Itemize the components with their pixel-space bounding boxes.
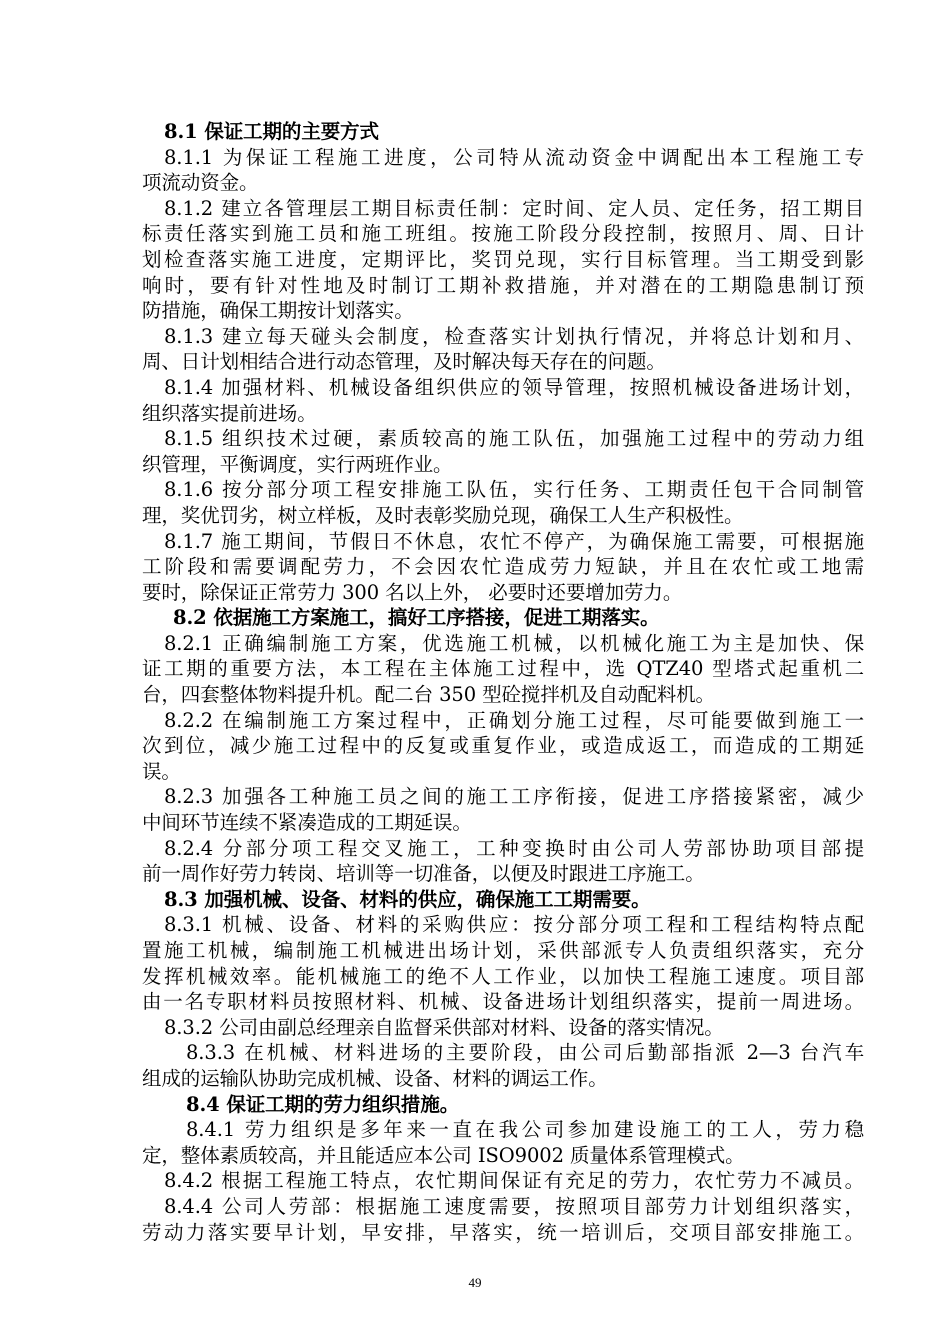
text-line: 8.1.5 组织技术过硬，素质较高的施工队伍，加强施工过程中的劳动力组	[164, 427, 864, 451]
text-line: 8.3.1 机械、设备、材料的采购供应：按分部分项工程和工程结构特点配	[164, 913, 864, 937]
section-heading: 8.4 保证工期的劳力组织措施。	[186, 1092, 460, 1116]
text-line: 8.1.3 建立每天碰头会制度，检查落实计划执行情况，并将总计划和月、	[164, 324, 864, 348]
text-line: 理，奖优罚劣，树立样板，及时表彰奖励兑现，确保工人生产积极性。	[142, 503, 744, 527]
document-body	[142, 119, 864, 1245]
text-line: 防措施，确保工期按计划落实。	[142, 299, 414, 323]
text-line: 组织落实提前进场。	[142, 401, 317, 425]
text-line: 8.2.4 分部分项工程交叉施工，工种变换时由公司人劳部协助项目部提	[164, 836, 864, 860]
page-number: 49	[468, 1275, 482, 1290]
text-line: 台，四套整体物料提升机。配二台 350 型砼搅拌机及自动配料机。	[142, 683, 715, 707]
text-line: 织管理，平衡调度，实行两班作业。	[142, 452, 453, 476]
text-line: 工阶段和需要调配劳力，不会因农忙造成劳力短缺，并且在农忙或工地需	[142, 555, 864, 579]
text-line: 次到位，减少施工过程中的反复或重复作业，或造成返工，而造成的工期延	[142, 734, 864, 758]
text-line: 劳动力落实要早计划，早安排，早落实，统一培训后，交项目部安排施工。	[142, 1220, 864, 1244]
text-line: 8.2.1 正确编制施工方案，优选施工机械，以机械化施工为主是加快、保	[164, 631, 864, 655]
text-line: 证工期的重要方法，本工程在主体施工过程中，选 QTZ40 型塔式起重机二	[142, 657, 864, 681]
text-line: 8.1.7 施工期间，节假日不休息，农忙不停产，为确保施工需要，可根据施	[164, 529, 864, 553]
text-line: 8.1.6 按分部分项工程安排施工队伍，实行任务、工期责任包干合同制管	[164, 478, 864, 502]
text-line: 8.4.4 公司人劳部：根据施工速度需要，按照项目部劳力计划组织落实，	[164, 1194, 864, 1218]
text-line: 8.4.2 根据工程施工特点，农忙期间保证有充足的劳力，农忙劳力不减员。	[164, 1169, 864, 1193]
text-line: 要时，除保证正常劳力 300 名以上外， 必要时还要增加劳力。	[142, 580, 683, 604]
text-line: 中间环节连续不紧凑造成的工期延误。	[142, 811, 472, 835]
text-line: 8.3.2 公司由副总经理亲自监督采供部对材料、设备的落实情况。	[164, 1015, 724, 1039]
text-line: 8.2.2 在编制施工方案过程中，正确划分施工过程，尽可能要做到施工一	[164, 708, 864, 732]
text-line: 8.1.4 加强材料、机械设备组织供应的领导管理，按照机械设备进场计划，	[164, 375, 864, 399]
text-line: 周、日计划相结合进行动态管理，及时解决每天存在的问题。	[142, 350, 666, 374]
section-heading: 8.3 加强机械、设备、材料的供应，确保施工工期需要。	[164, 887, 651, 911]
section-heading: 8.1 保证工期的主要方式	[164, 120, 379, 143]
section-heading: 8.2 依据施工方案施工，搞好工序搭接，促进工期落实。	[173, 606, 660, 630]
text-line: 8.2.3 加强各工种施工员之间的施工工序衔接，促进工序搭接紧密，减少	[164, 785, 864, 809]
text-line: 发挥机械效率。能机械施工的绝不人工作业，以加快工程施工速度。项目部	[142, 964, 864, 988]
text-line: 划检查落实施工进度，定期评比，奖罚兑现，实行目标管理。当工期受到影	[142, 247, 864, 271]
text-line: 8.1.1 为保证工程施工进度，公司特从流动资金中调配出本工程施工专	[164, 145, 864, 169]
text-line: 组成的运输队协助完成机械、设备、材料的调运工作。	[142, 1066, 608, 1090]
text-line: 误。	[142, 759, 181, 783]
text-line: 定，整体素质较高，并且能适应本公司 ISO9002 质量体系管理模式。	[142, 1143, 745, 1167]
text-line: 响时，要有针对性地及时制订工期补救措施，并对潜在的工期隐患制订预	[142, 273, 864, 297]
text-line: 标责任落实到施工员和施工班组。按施工阶段分段控制，按照月、周、日计	[142, 222, 864, 246]
text-line: 8.4.1 劳力组织是多年来一直在我公司参加建设施工的工人，劳力稳	[186, 1118, 864, 1142]
text-line: 前一周作好劳力转岗、培训等一切准备，以便及时跟进工序施工。	[142, 862, 705, 886]
text-line: 置施工机械，编制施工机械进出场计划，采供部派专人负责组织落实，充分	[142, 939, 864, 962]
text-line: 项流动资金。	[142, 171, 259, 195]
text-line: 由一名专职材料员按照材料、机械、设备进场计划组织落实，提前一周进场。	[142, 990, 864, 1014]
text-line: 8.1.2 建立各管理层工期目标责任制：定时间、定人员、定任务，招工期目	[164, 196, 864, 220]
text-line: 8.3.3 在机械、材料进场的主要阶段，由公司后勤部指派 2—3 台汽车	[186, 1041, 864, 1065]
